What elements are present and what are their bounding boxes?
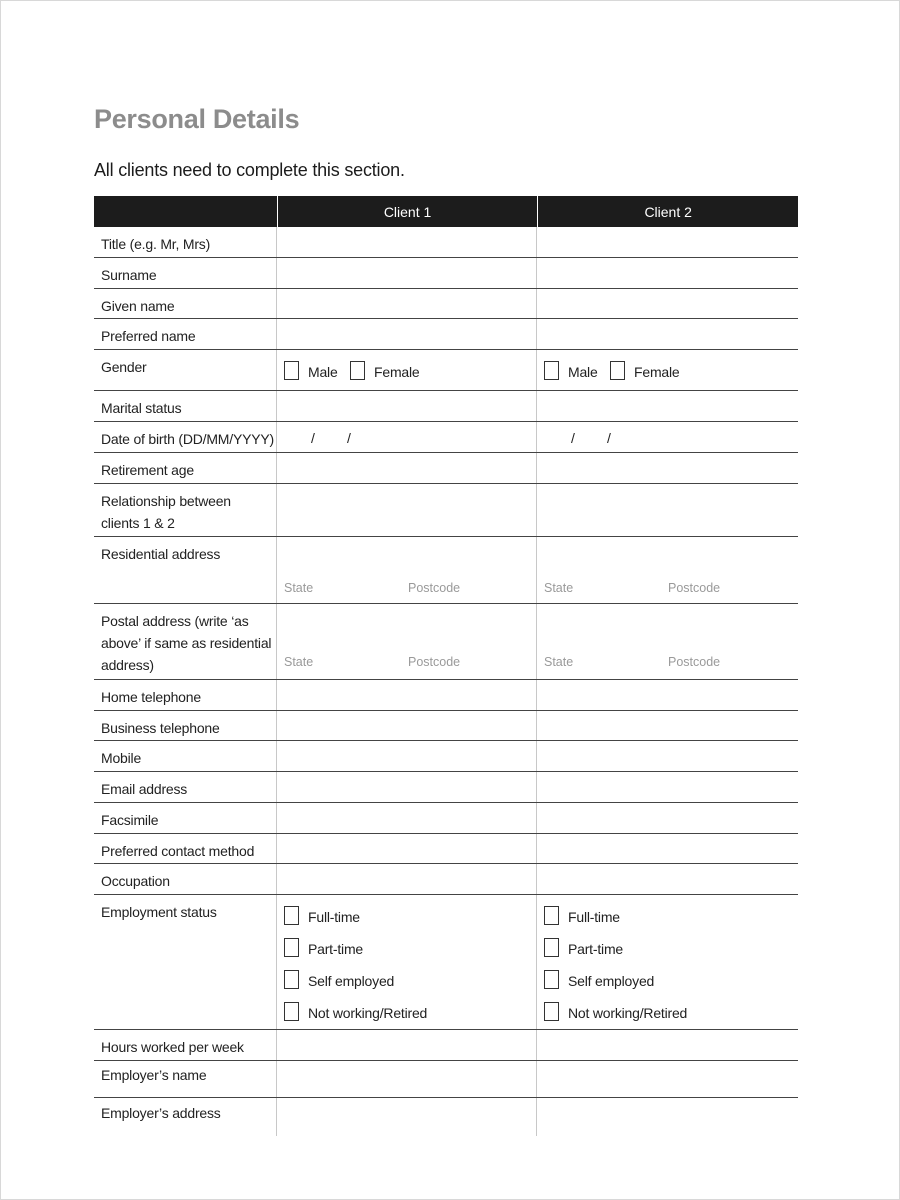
retirement-age-field-client-1[interactable] — [277, 453, 537, 483]
email-field-client-2[interactable] — [537, 772, 797, 802]
header-client-2: Client 2 — [644, 203, 692, 220]
full-time-checkbox[interactable] — [284, 906, 299, 925]
label-business-telephone: Business telephone — [94, 711, 277, 740]
facsimile-field-client-2[interactable] — [537, 803, 797, 833]
row-home-telephone — [94, 680, 798, 711]
postcode-hint: Postcode — [668, 655, 721, 669]
label-employer-name: Employer’s name — [94, 1061, 277, 1097]
row-contact-method — [94, 834, 798, 864]
dob-separator-day: / — [571, 430, 575, 446]
self-employed-label: Self employed — [568, 973, 655, 989]
full-time-checkbox[interactable] — [544, 906, 559, 925]
gender-female-option-client-2[interactable] — [610, 360, 679, 380]
row-title — [94, 227, 798, 258]
not-working-checkbox[interactable] — [284, 1002, 299, 1021]
full-time-option-client-1[interactable] — [284, 905, 360, 925]
gender-cell-client-1 — [277, 350, 537, 390]
self-employed-checkbox[interactable] — [284, 970, 299, 989]
part-time-label: Part-time — [308, 941, 363, 957]
title-field-client-2[interactable] — [537, 227, 797, 257]
label-employment-status: Employment status — [94, 895, 277, 1029]
row-employer-address — [94, 1098, 798, 1136]
title-field-client-1[interactable] — [277, 227, 537, 257]
label-employer-address: Employer’s address — [94, 1098, 277, 1136]
row-preferred-name — [94, 319, 798, 350]
row-email — [94, 772, 798, 803]
label-contact-method: Preferred contact method — [94, 834, 277, 863]
female-checkbox-client-1[interactable] — [350, 361, 365, 380]
state-hint: State — [284, 581, 314, 595]
female-label-client-1: Female — [374, 364, 420, 380]
employment-status-cell-client-1 — [277, 895, 537, 1029]
part-time-checkbox[interactable] — [284, 938, 299, 957]
mobile-field-client-1[interactable] — [277, 741, 537, 771]
residential-address-field-client-2[interactable] — [537, 537, 797, 603]
label-date-of-birth: Date of birth (DD/MM/YYYY) — [94, 422, 277, 452]
label-title: Title (e.g. Mr, Mrs) — [94, 227, 277, 257]
male-label-client-2: Male — [568, 364, 598, 380]
label-postal-line-1: Postal address (write ‘as — [101, 613, 249, 629]
row-employer-name — [94, 1061, 798, 1098]
full-time-label: Full-time — [568, 909, 620, 925]
gender-female-option-client-1[interactable] — [350, 360, 419, 380]
male-checkbox-client-1[interactable] — [284, 361, 299, 380]
postcode-hint: Postcode — [408, 655, 461, 669]
row-retirement-age — [94, 453, 798, 484]
row-occupation — [94, 864, 798, 895]
postal-address-field-client-2[interactable] — [537, 604, 797, 679]
contact-method-field-client-2[interactable] — [537, 834, 797, 863]
state-hint: State — [544, 581, 574, 595]
label-relationship — [94, 484, 277, 536]
mobile-field-client-2[interactable] — [537, 741, 797, 771]
label-postal-line-3: address) — [101, 657, 154, 673]
label-email: Email address — [94, 772, 277, 802]
email-field-client-1[interactable] — [277, 772, 537, 802]
row-employment-status — [94, 895, 798, 1030]
page-title: Personal Details — [94, 104, 300, 134]
preferred-name-field-client-1[interactable] — [277, 319, 537, 349]
female-checkbox-client-2[interactable] — [610, 361, 625, 380]
row-date-of-birth — [94, 422, 798, 453]
label-relationship-line-1: Relationship between — [101, 493, 231, 509]
employer-name-field-client-2[interactable] — [537, 1061, 797, 1097]
row-business-telephone — [94, 711, 798, 741]
label-mobile: Mobile — [94, 741, 277, 771]
hours-field-client-1[interactable] — [277, 1030, 537, 1060]
row-mobile — [94, 741, 798, 772]
occupation-field-client-2[interactable] — [537, 864, 797, 894]
self-employed-checkbox[interactable] — [544, 970, 559, 989]
row-surname — [94, 258, 798, 289]
not-working-option-client-2[interactable] — [544, 1001, 687, 1021]
relationship-field-client-2[interactable] — [537, 484, 797, 536]
row-given-name — [94, 289, 798, 319]
female-label-client-2: Female — [634, 364, 680, 380]
occupation-field-client-1[interactable] — [277, 864, 537, 894]
row-relationship — [94, 484, 798, 537]
dob-field-client-1[interactable] — [277, 422, 537, 452]
label-given-name: Given name — [94, 289, 277, 318]
given-name-field-client-1[interactable] — [277, 289, 537, 318]
row-marital-status — [94, 391, 798, 422]
employer-name-field-client-1[interactable] — [277, 1061, 537, 1097]
label-residential-address: Residential address — [94, 537, 277, 603]
label-preferred-name: Preferred name — [94, 319, 277, 349]
label-postal-address — [94, 604, 277, 679]
part-time-label: Part-time — [568, 941, 623, 957]
male-checkbox-client-2[interactable] — [544, 361, 559, 380]
male-label-client-1: Male — [308, 364, 338, 380]
given-name-field-client-2[interactable] — [537, 289, 797, 318]
section-instructions: All clients need to complete this section. — [94, 160, 405, 180]
contact-method-field-client-1[interactable] — [277, 834, 537, 863]
facsimile-field-client-1[interactable] — [277, 803, 537, 833]
marital-status-field-client-1[interactable] — [277, 391, 537, 421]
label-facsimile: Facsimile — [94, 803, 277, 833]
hours-field-client-2[interactable] — [537, 1030, 797, 1060]
state-hint: State — [544, 655, 574, 669]
home-telephone-field-client-1[interactable] — [277, 680, 537, 710]
table-header — [94, 196, 798, 227]
full-time-label: Full-time — [308, 909, 360, 925]
dob-separator-month: / — [607, 430, 611, 446]
not-working-option-client-1[interactable] — [284, 1001, 427, 1021]
surname-field-client-1[interactable] — [277, 258, 537, 288]
relationship-field-client-1[interactable] — [277, 484, 537, 536]
marital-status-field-client-2[interactable] — [537, 391, 797, 421]
employment-status-cell-client-2 — [537, 895, 797, 1029]
row-facsimile — [94, 803, 798, 834]
self-employed-option-client-2[interactable] — [544, 969, 654, 989]
row-postal-address — [94, 604, 798, 680]
header-client-1: Client 1 — [278, 196, 539, 227]
business-telephone-field-client-1[interactable] — [277, 711, 537, 740]
gender-cell-client-2 — [537, 350, 797, 390]
personal-details-form — [94, 196, 798, 1136]
state-hint: State — [284, 655, 314, 669]
postcode-hint: Postcode — [408, 581, 461, 595]
dob-field-client-2[interactable] — [537, 422, 797, 452]
label-relationship-line-2: clients 1 & 2 — [101, 515, 175, 531]
label-hours-worked: Hours worked per week — [94, 1030, 277, 1060]
header-blank — [94, 196, 278, 227]
label-gender: Gender — [94, 350, 277, 390]
gender-male-option-client-1[interactable] — [284, 360, 338, 380]
not-working-label: Not working/Retired — [308, 1005, 428, 1021]
residential-address-field-client-1[interactable] — [277, 537, 537, 603]
part-time-checkbox[interactable] — [544, 938, 559, 957]
dob-separator-month: / — [347, 430, 351, 446]
full-time-option-client-2[interactable] — [544, 905, 620, 925]
employer-address-field-client-2[interactable] — [537, 1098, 797, 1136]
home-telephone-field-client-2[interactable] — [537, 680, 797, 710]
postcode-hint: Postcode — [668, 581, 721, 595]
row-gender — [94, 350, 798, 391]
preferred-name-field-client-2[interactable] — [537, 319, 797, 349]
business-telephone-field-client-2[interactable] — [537, 711, 797, 740]
label-occupation: Occupation — [94, 864, 277, 894]
label-postal-line-2: above’ if same as residential — [101, 635, 272, 651]
label-surname: Surname — [94, 258, 277, 288]
dob-separator-day: / — [311, 430, 315, 446]
label-marital-status: Marital status — [94, 391, 277, 421]
surname-field-client-2[interactable] — [537, 258, 797, 288]
label-retirement-age: Retirement age — [94, 453, 277, 483]
not-working-checkbox[interactable] — [544, 1002, 559, 1021]
gender-male-option-client-2[interactable] — [544, 360, 598, 380]
part-time-option-client-1[interactable] — [284, 937, 363, 957]
row-hours-worked — [94, 1030, 798, 1061]
row-residential-address — [94, 537, 798, 604]
self-employed-label: Self employed — [308, 973, 395, 989]
employer-address-field-client-1[interactable] — [277, 1098, 537, 1136]
postal-address-field-client-1[interactable] — [277, 604, 537, 679]
label-home-telephone: Home telephone — [94, 680, 277, 710]
self-employed-option-client-1[interactable] — [284, 969, 394, 989]
retirement-age-field-client-2[interactable] — [537, 453, 797, 483]
not-working-label: Not working/Retired — [568, 1005, 688, 1021]
part-time-option-client-2[interactable] — [544, 937, 623, 957]
